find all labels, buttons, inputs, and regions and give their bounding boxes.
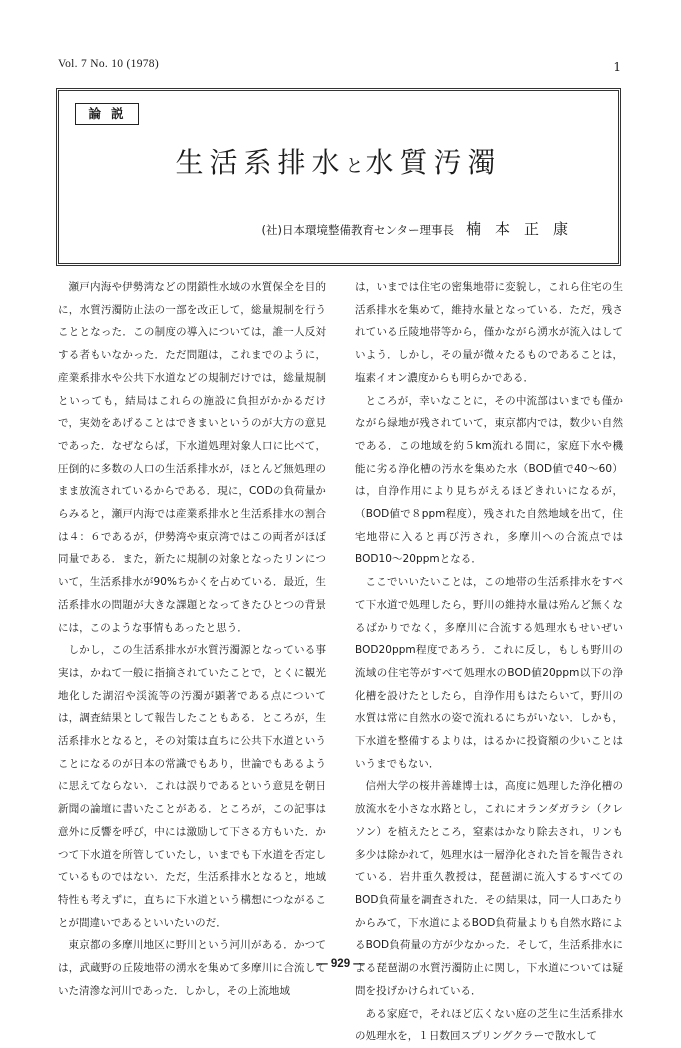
paragraph: しかし，この生活系排水が水質汚濁源となっている事実は，かねて一般に指摘されていたことで，とくに観光地化した湖沼や渓流等の汚濁が顕著である点については，調査結果として報告したこともある．ところが，生活系排水となると，その対策は直ちに公共下水道ということになるのが日本の常識でもあり，世論でもあるように思えてならない．これは誤りであるという意見を朝日新聞の論壇に書いたことがある．ところが，この記事は意外に反響を呼び，中には激励して下さる方もいた．かつて下水道を所管していたし，いまでも下水道を否定しているものではない．ただ，生活系排水となると，地域特性も考えずに，直ちに下水道という構想につながることが間違いであるといいたいのだ． (58, 644, 326, 929)
title-part-2: 水質汚濁 (365, 146, 502, 179)
running-header (58, 58, 621, 74)
paragraph: ここでいいたいことは，この地帯の生活系排水をすべて下水道で処理したら，野川の維持水量は殆んど無くなるばかりでなく，多摩川に合流する処理水もせいぜいBOD20ppm程度であろう．これに反し，もしも野川の流域の住宅等がすべて処理水のBOD値20ppm以下の浄化槽を設けたとしたら，自浄作用もはたらいて，野川の水質は常に自然水の姿で流れるにちがいない．しかも，下水道を整備するよりは，はるかに投資額の少いことはいうまでもない． (355, 576, 623, 770)
title-conjunction: と (345, 156, 366, 177)
left-column (58, 276, 326, 997)
paragraph: 信州大学の桜井善雄博士は，高度に処理した浄化槽の放流水を小さな水路とし，これにオランダガラシ（クレソン）を植えたところ，窒素はかなり除去され，リンも多少は除かれて，処理水は一層浄化された旨を報告されている．岩井重久教授は，琵琶湖に流入するすべてのBOD負荷量を調査された．その結果は，同一人口あたりからみて，下水道によるBOD負荷量よりも自然水路によるBOD負荷量の方が少なかった．そして，生活系排水による琵琶湖の水質汚濁防止に関し，下水道については疑問を投げかけられている． (355, 780, 623, 997)
author-name: 楠本正康 (465, 220, 582, 238)
paragraph: ところが，幸いなことに，その中流部はいまでも僅かながら緑地が残されていて，東京都内では，数少い自然である．この地域を約５km流れる間に，家庭下水や機能に劣る浄化槽の汚水を集めた水（BOD値で40〜60）は，自浄作用により見ちがえるほどきれいになるが，（BOD値で８ppm程度），残された自然地域を出て，住宅地帯に入ると再び汚され，多摩川への合流点ではBOD10〜20ppmとなる． (355, 394, 623, 566)
paragraph: は，いまでは住宅の密集地帯に変貌し，これら住宅の生活系排水を集めて，維持水量となっている．ただ，残されている丘陵地帯等から，僅かながら湧水が流入はしていよう．しかし，その量が微々たるものであることは，塩素イオン濃度からも明らかである． (355, 281, 623, 384)
paragraph: 瀬戸内海や伊勢湾などの閉鎖性水域の水質保全を目的に，水質汚濁防止法の一部を改正して，総量規制を行うこととなった．この制度の導入については，誰一人反対する者もいなかった．ただ問題は，これまでのように，産業系排水や公共下水道などの規制だけでは，総量規制といっても，結局はこれらの施設に負担がかかるだけで，実効をあげることはできまいというのが大方の意見であった．なぜならば，下水道処理対象人口に比べて，圧倒的に多数の人口の生活系排水が，ほとんど無処理のまま放流されているからである．現に，CODの負荷量からみると，瀬戸内海では産業系排水と生活系排水の割合は４：６であるが，伊勢湾や東京湾ではこの両者がほぼ同量である．また，新たに規制の対象となったリンについて，生活系排水が90%ちかくを占めている．最近，生活系排水の問題が大きな課題となってきたひとつの背景には，このような事情もあったと思う． (58, 281, 326, 634)
right-column (355, 276, 623, 1043)
journal-citation: Vol. 7 No. 10 (1978) (58, 58, 159, 70)
title-part-1: 生活系排水 (175, 146, 346, 179)
page-number-bottom: — 929 — (316, 958, 365, 970)
author-affiliation: (社)日本環境整備教育センター理事長 (261, 223, 454, 237)
paragraph: ある家庭で，それほど広くない庭の芝生に生活系排水の処理水を，１日数回スプリングクラーで散水して (355, 1007, 623, 1043)
category-label: 論説 (75, 103, 139, 125)
paragraph: 東京都の多摩川地区に野川という河川がある．かつては，武蔵野の丘陵地帯の湧水を集めて多摩川に合流していた清滲な河川であった．しかし，その上流地域 (58, 939, 326, 997)
title-frame (56, 88, 621, 266)
article-title (59, 141, 618, 181)
page-number-top: 1 (613, 60, 621, 74)
author-line (261, 218, 582, 239)
